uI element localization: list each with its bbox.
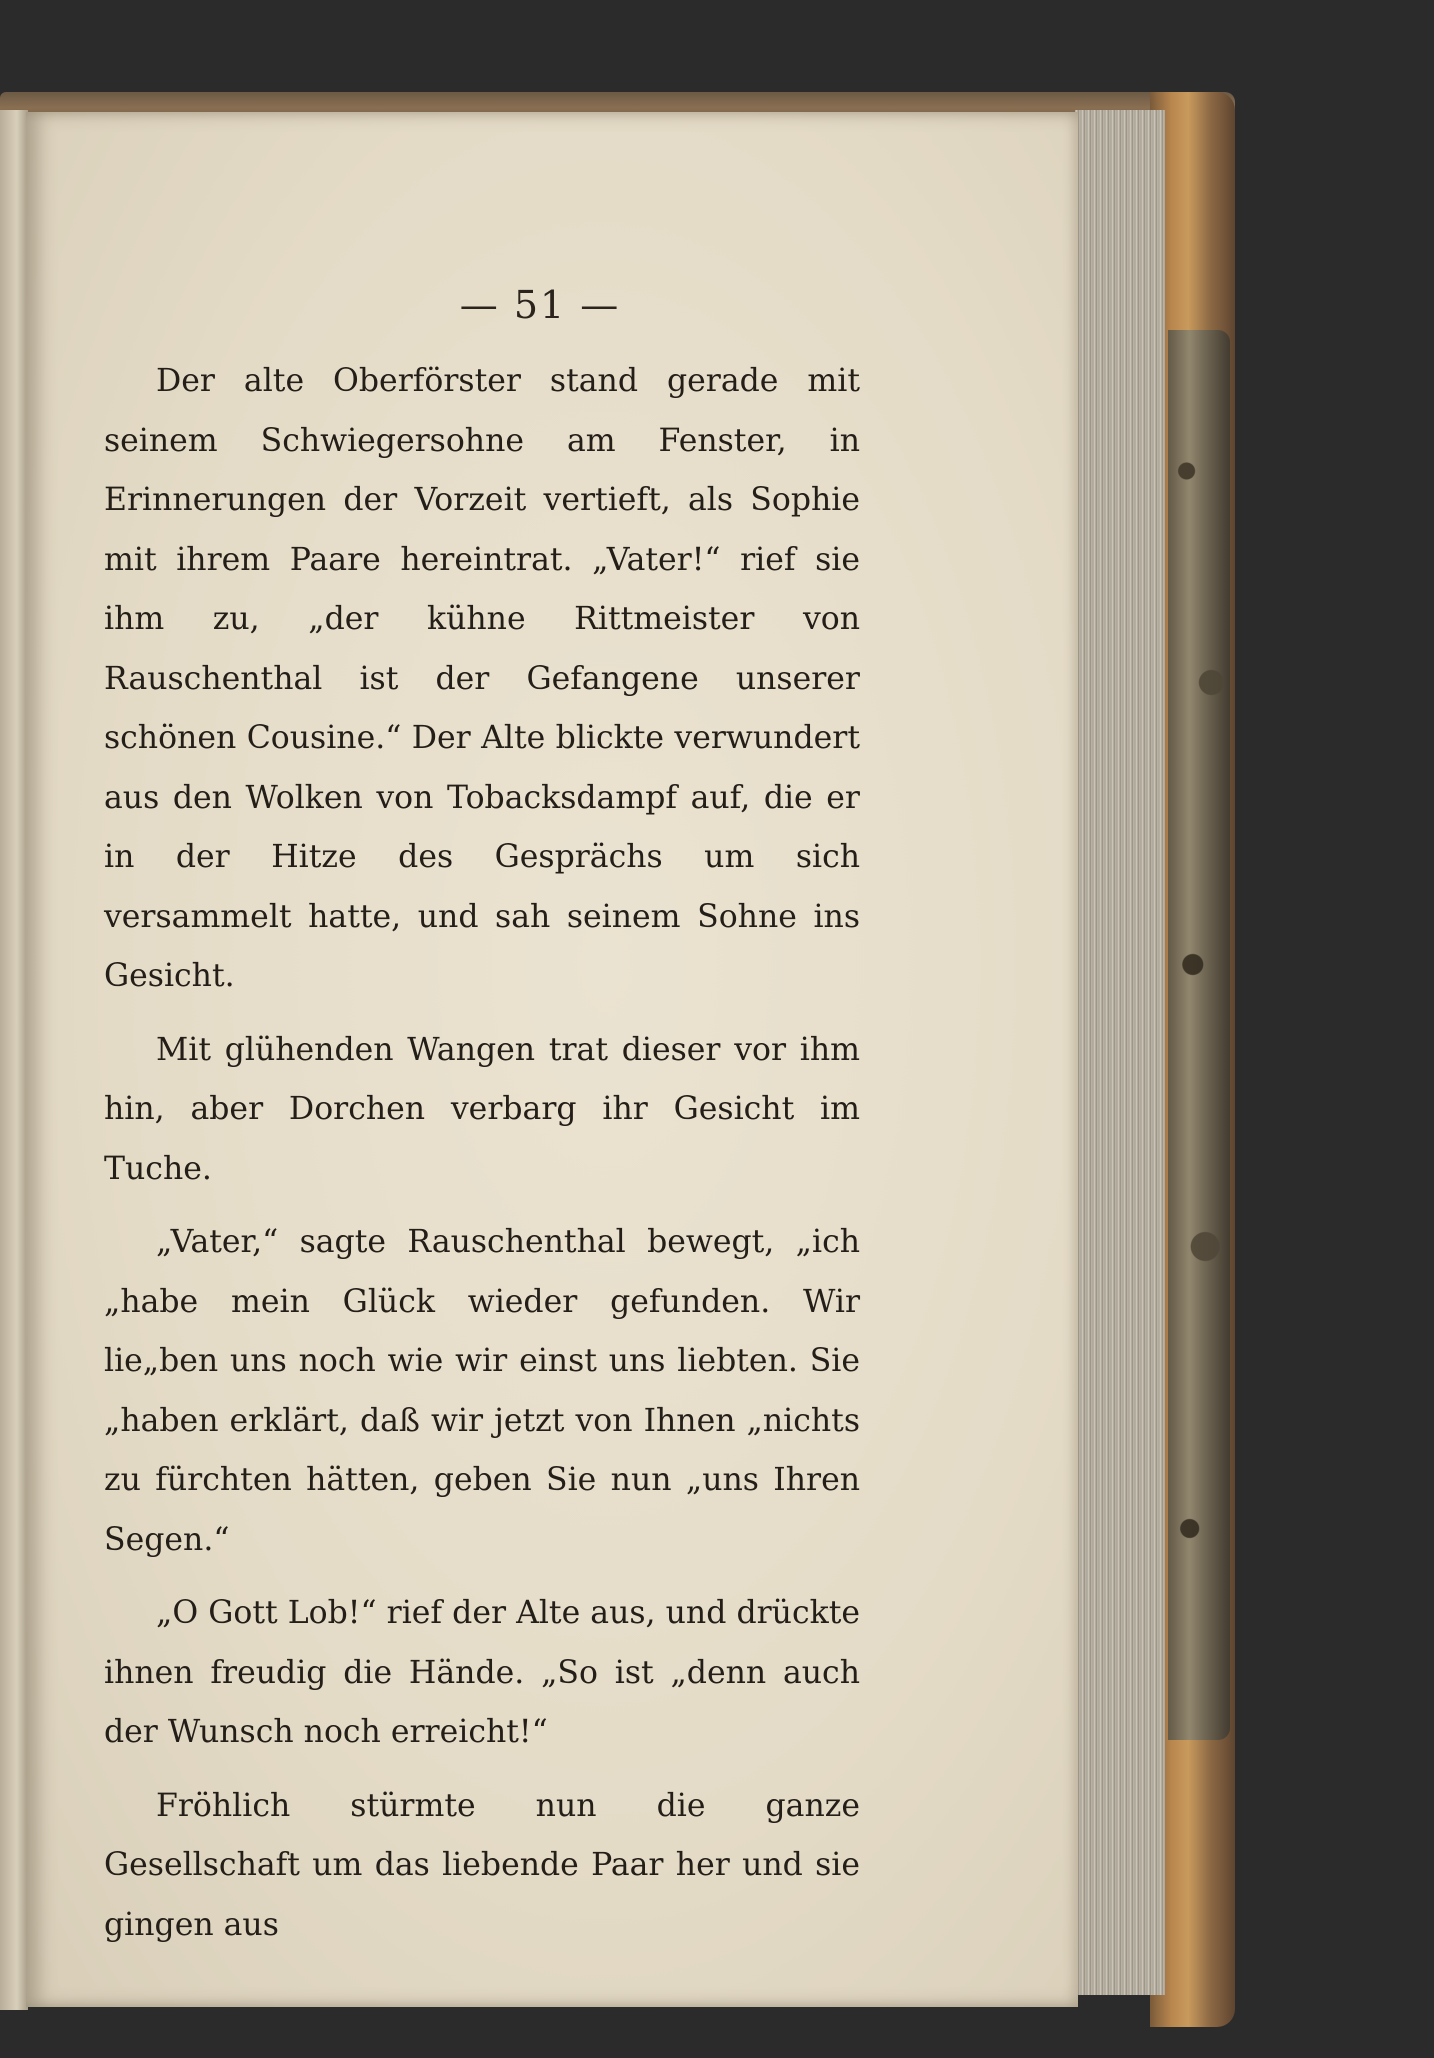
paragraph: „O Gott Lob!“ rief der Alte aus, und drückte ihnen freudig die Hände. „So ist „denn auch der Wunsch noch erreicht!“ [104,1595,860,1750]
paragraph: „Vater,“ sagte Rauschenthal bewegt, „ich „habe mein Glück wieder gefunden. Wir lie„ben uns noch wie wir einst uns liebten. Sie „haben erklärt, daß wir jetzt von Ihnen „nichts zu fürchten hätten, geben Sie nun „uns Ihren Segen.“ [104,1224,860,1558]
page-block-edges [1075,110,1165,1995]
paragraph: Der alte Oberförster stand gerade mit seinem Schwiegersohne am Fenster, in Erinnerungen der Vorzeit vertieft, als Sophie mit ihrem Paare hereintrat. „Vater!“ rief sie ihm zu, „der kühne Rittmeister von Rauschenthal ist der Gefangene unserer schönen Cousine.“ Der Alte blickte verwundert aus den Wolken von Tobacksdampf auf, die er in der Hitze des Gesprächs um sich versammelt hatte, und sah seinem Sohne ins Gesicht. [104,363,860,994]
marbled-endpaper [1168,330,1230,1740]
paragraph: Fröhlich stürmte nun die ganze Gesellschaft um das liebende Paar her und sie gingen aus [104,1787,860,1943]
page-body-text [104,352,860,1969]
page-number-header: — 51 — [459,283,621,327]
facing-page-edge [0,110,28,2010]
paragraph: Mit glühenden Wangen trat dieser vor ihm hin, aber Dorchen verbarg ihr Gesicht im Tuche. [104,1031,860,1187]
